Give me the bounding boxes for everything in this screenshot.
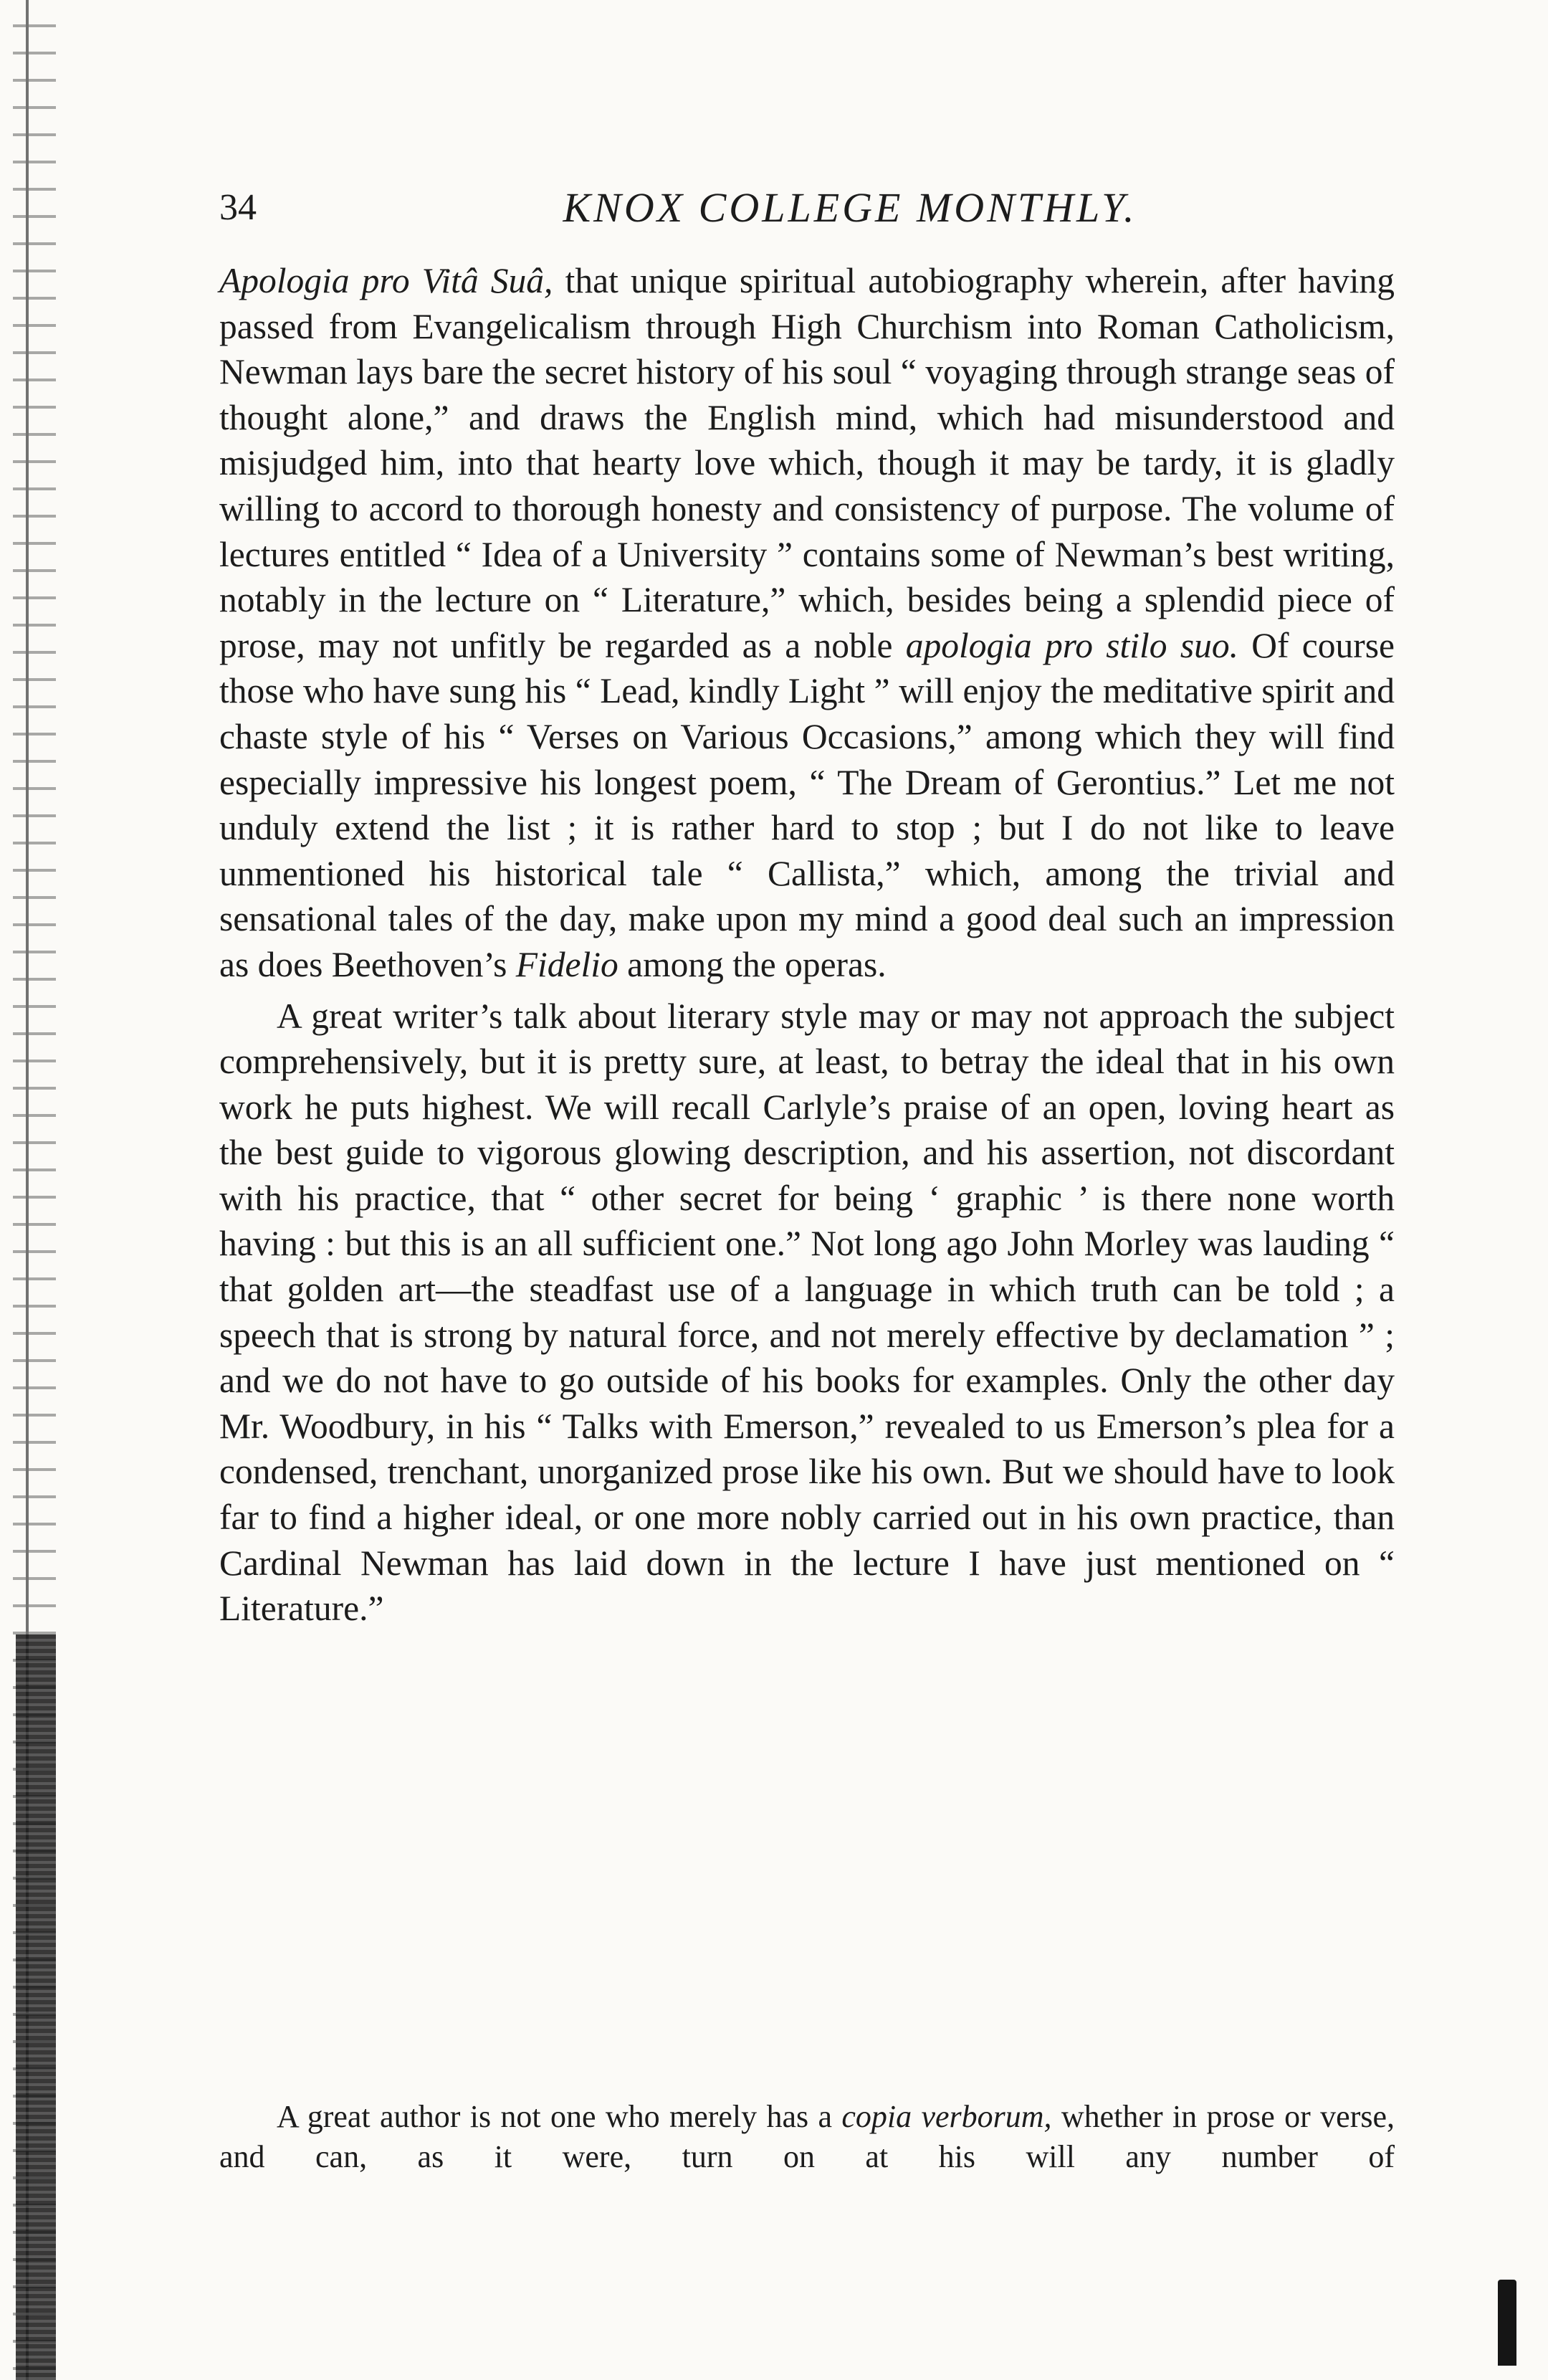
scan-margin-mark — [1498, 2280, 1516, 2366]
paragraph-3-text-b: whether in prose or verse, and can, as it were, turn on at his will any number of — [219, 2099, 1395, 2174]
paragraph-2: A great writer’s talk about literary style may or may not approach the subject comprehensively, but it is pretty sure, at least, to betray the ideal that in his own work he puts highest. We will recall Carlyle’s praise of an open, loving heart as the best guide to vigorous glowing description, and his assertion, not discordant with his practice, that “ other secret for being ‘ graphic ’ is there none worth having : but this is an all sufficient one.” Not long ago John Morley was lauding “ that golden art—the steadfast use of a language in which truth can be told ; a speech that is strong by natural force, and not merely effective by declamation ” ; and we do not have to go outside of his books for examples. Only the other day Mr. Woodbury, in his “ Talks with Emerson,” revealed to us Emerson’s plea for a condensed, trenchant, unorganized prose like his own. But we should have to look far to find a higher ideal, or one more nobly carried out in his own practice, than Cardinal Newman has laid down in the lecture I have just mentioned on “ Literature.” — [219, 996, 1395, 1629]
italic-title-apologia: Apologia pro Vitâ Suâ, — [219, 261, 553, 300]
paragraph-1-text-b: Of course those who have sung his “ Lead, kindly Light ” will enjoy the meditative spirit and chaste style of his “ Verses on Various Occasions,” among which they will find especially impressive his longest poem, “ The Dream of Gerontius.” Let me not unduly extend the list ; it is rather hard to stop ; but I do not like to leave unmentioned his historical tale “ Callista,” which, among the trivial and sensational tales of the day, make upon my mind a good deal such an impression as does Beethoven’s — [219, 625, 1395, 984]
paragraph-3-text-a: A great author is not one who merely has a — [277, 2099, 842, 2134]
running-head: KNOX COLLEGE MONTHLY. — [563, 184, 1137, 231]
small-print-paragraph — [219, 2097, 1395, 2177]
page-number: 34 — [219, 187, 257, 228]
italic-fidelio: Fidelio — [515, 944, 618, 984]
paragraph-1-text-a: that unique spiritual autobiography wherein, after having passed from Evangelicalism through High Churchism into Roman Catholicism, Newman lays bare the secret history of his soul “ voyaging through strange seas of thought alone,” and draws the English mind, which had misunderstood and misjudged him, into that hearty love which, though it may be tardy, it is gladly willing to accord to thorough honesty and consistency of purpose. The volume of lectures entitled “ Idea of a University ” contains some of Newman’s best writing, notably in the lecture on “ Literature,” which, besides being a splendid piece of prose, may not unfitly be regarded as a noble — [219, 261, 1395, 665]
italic-copia-verborum: copia verborum, — [841, 2099, 1052, 2134]
paragraph-1-text-c: among the operas. — [618, 944, 887, 984]
article-body — [219, 258, 1395, 1632]
page-header — [219, 179, 1430, 237]
scan-binding-shadow — [16, 1634, 56, 2380]
italic-apologia-stilo: apologia pro stilo suo. — [905, 625, 1238, 665]
paragraph-1 — [219, 258, 1395, 988]
paragraph-3 — [219, 2097, 1395, 2177]
